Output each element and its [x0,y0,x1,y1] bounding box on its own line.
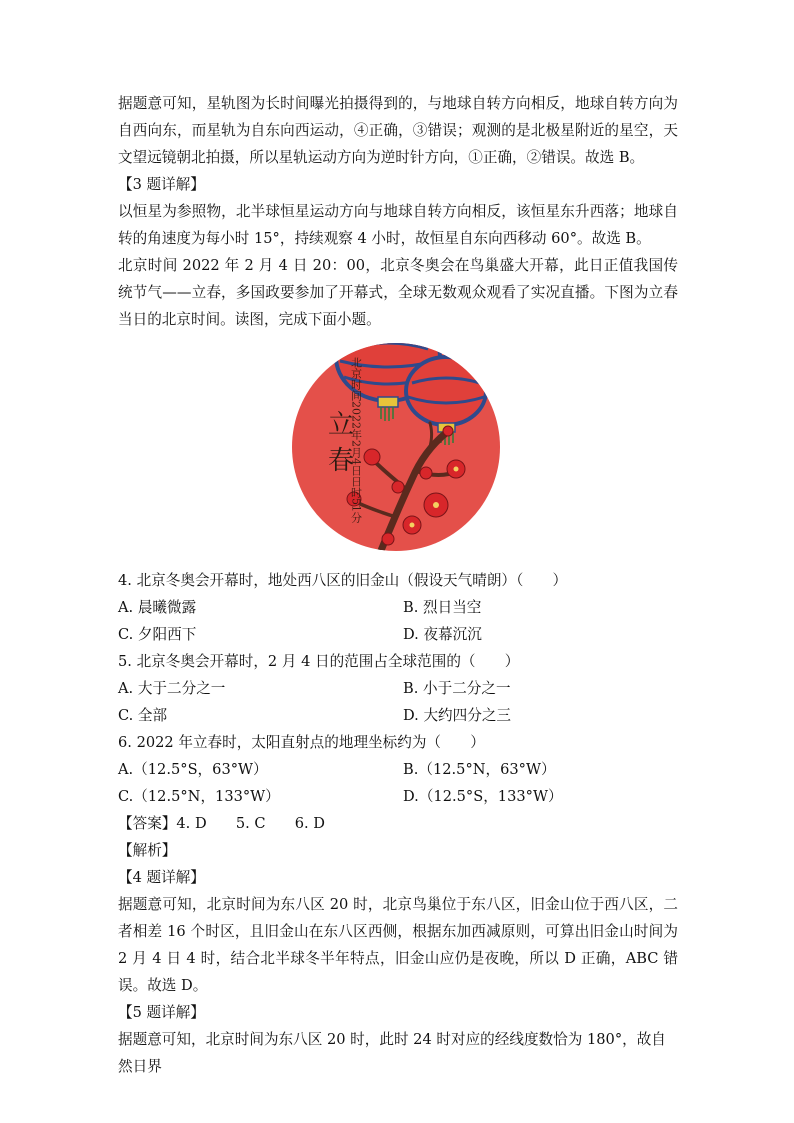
option-c: C. 夕阳西下 [118,626,197,643]
answer-line: 【答案】4. D 5. C 6. D [118,815,326,832]
question-stem: 6. 2022 年立春时，太阳直射点的地理坐标约为（ ） [118,734,485,751]
option-c: C.（12.5°N，133°W） [118,788,280,805]
paragraph-q5: 据题意可知，北京时间为东八区 20 时，此时 24 时对应的经线度数恰为 180°，故自然日界 [118,1031,666,1075]
lichun-char-1: 立 [328,410,355,440]
paragraph-q3: 以恒星为参照物，北半球恒星运动方向与地球自转方向相反，该恒星东升西落；地球自转的角速度为每小时 15°，持续观察 4 小时，故恒星自东向西移动 60°。故选 B。 [118,203,678,247]
lichun-figure [118,339,678,555]
option-a: A. 晨曦微露 [118,599,197,616]
section-head-q3: 【3 题详解】 [118,176,205,193]
vertical-time-caption: 北京时间2022年2月4日日时51分 [349,357,363,523]
question-4 [118,567,678,648]
paragraph-star-trail: 据题意可知，星轨图为长时间曝光拍摄得到的，与地球自转方向相反，地球自转方向为自西向东，而星轨为自东向西运动，④正确，③错误；观测的是北极星附近的星空，天文望远镜朝北拍摄，所以星轨运动方向为逆时针方向，①正确，②错误。故选 B。 [118,95,678,166]
question-5 [118,648,678,729]
option-b: B.（12.5°N，63°W） [403,761,556,778]
option-c: C. 全部 [118,707,168,724]
document-page [118,90,678,1080]
analysis-head: 【解析】 [118,842,177,859]
option-d: D. 夜幕沉沉 [403,626,482,643]
section-head-q5: 【5 题详解】 [118,1004,205,1021]
paragraph-q4: 据题意可知，北京时间为东八区 20 时，北京鸟巢位于东八区，旧金山位于西八区，二者相差 16 个时区，且旧金山在东八区西侧，根据东加西减原则，可算出旧金山时间为 2 月 4 日 4 时，结合北半球冬半年特点，旧金山应仍是夜晚，所以 D 正确，ABC 错误。故选 D。 [118,896,678,994]
option-b: B. 烈日当空 [403,599,482,616]
question-stem: 4. 北京冬奥会开幕时，地处西八区的旧金山（假设天气晴朗）（ ） [118,572,568,589]
option-a: A.（12.5°S，63°W） [118,761,268,778]
paragraph-olympics-intro: 北京时间 2022 年 2 月 4 日 20：00，北京冬奥会在鸟巢盛大开幕，此日正值我国传统节气——立春，多国政要参加了开幕式，全球无数观众观看了实况直播。下图为立春当日的北京时间。读图，完成下面小题。 [118,257,678,328]
lichun-illustration [288,339,504,555]
option-d: D.（12.5°S，133°W） [403,788,563,805]
section-head-q4: 【4 题详解】 [118,869,205,886]
option-b: B. 小于二分之一 [403,680,511,697]
option-a: A. 大于二分之一 [118,680,226,697]
question-stem: 5. 北京冬奥会开幕时，2 月 4 日的范围占全球范围的（ ） [118,653,520,670]
lichun-char-2: 春 [328,446,355,476]
option-d: D. 大约四分之三 [403,707,512,724]
question-6 [118,729,678,810]
